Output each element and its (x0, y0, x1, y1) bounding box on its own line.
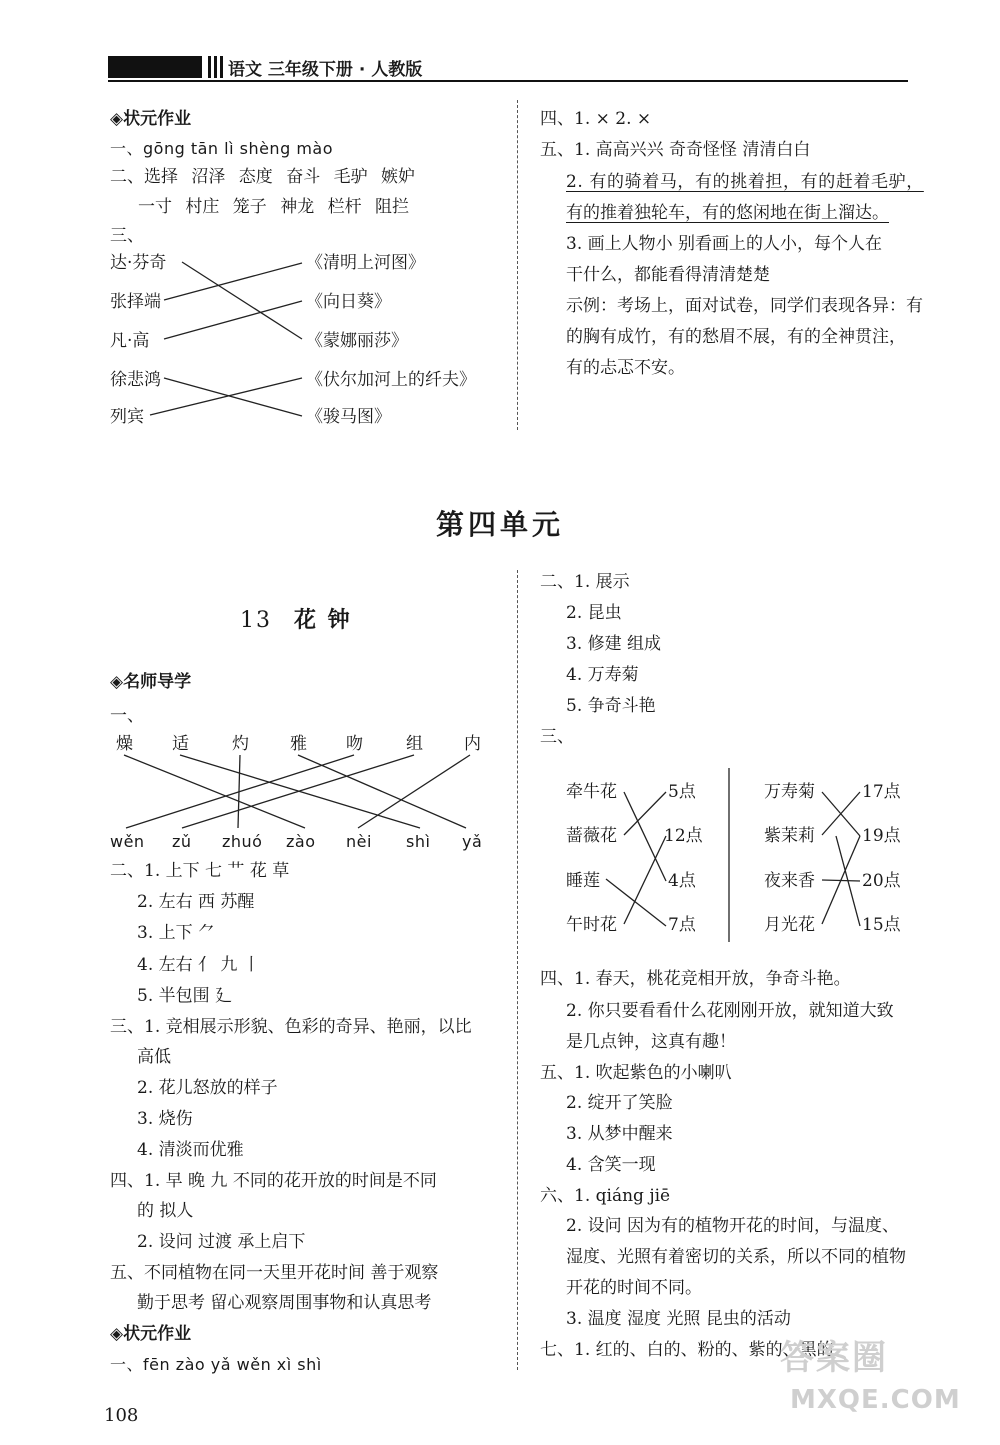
char-item: 雅 (290, 734, 307, 754)
watermark-logo: 答案圈 (780, 1338, 888, 1378)
answer-line: 四、1. 早 晚 九 不同的花开放的时间是不同 (110, 1171, 437, 1191)
answer-line: 二、1. 上下 七 艹 花 草 (110, 861, 290, 881)
painting-item: 《伏尔加河上的纤夫》 (306, 370, 476, 390)
char-item: 吻 (346, 734, 363, 754)
lesson-number: 13 (240, 608, 272, 633)
match-line (624, 792, 666, 881)
answer-line: 一、gōng tān lì shèng mào (110, 139, 333, 158)
answer-line: 二、选择 沼泽 态度 奋斗 毛驴 嫉妒 (110, 167, 416, 187)
answer-line: 五、1. 吹起紫色的小喇叭 (540, 1063, 732, 1083)
answer-line: 开花的时间不同。 (566, 1278, 702, 1298)
answer-line: 3. 从梦中醒来 (566, 1124, 673, 1144)
flower-item: 月光花 (764, 915, 815, 935)
flower-item: 午时花 (566, 915, 617, 935)
char-item: 适 (172, 734, 189, 754)
time-item: 20点 (862, 871, 901, 891)
answer-line: 七、1. 红的、白的、粉的、紫的、黑的 (540, 1340, 834, 1360)
flower-item: 万寿菊 (764, 782, 815, 802)
painter-item: 徐悲鸿 (110, 370, 161, 390)
answer-line: 有的忐忑不安。 (566, 358, 685, 378)
answer-line: 5. 争奇斗艳 (566, 696, 656, 716)
page-number: 108 (104, 1405, 139, 1426)
answer-line: 二、1. 展示 (540, 572, 630, 592)
answer-line: 3. 修建 组成 (566, 634, 662, 654)
time-item: 5点 (668, 782, 696, 802)
answer-line: 的 拟人 (137, 1201, 194, 1221)
watermark-url: MXQE.COM (790, 1385, 961, 1415)
answer-line: 三、1. 竞相展示形貌、色彩的奇异、艳丽，以比 (110, 1017, 472, 1037)
pinyin-item: shì (406, 832, 431, 851)
painter-item: 列宾 (110, 407, 144, 427)
pinyin-item: zǔ (172, 832, 192, 851)
answer-line: 3. 画上人物小 别看画上的人小，每个人在 (566, 234, 883, 254)
answer-line: 3. 烧伤 (137, 1109, 193, 1129)
match-line (164, 301, 302, 339)
char-item: 灼 (232, 734, 249, 754)
answer-line: 2. 设问 因为有的植物开花的时间，与温度、 (566, 1216, 900, 1236)
lesson-name: 花 钟 (294, 607, 352, 633)
painting-item: 《蒙娜丽莎》 (306, 331, 408, 351)
answer-line: 四、1. × 2. × (540, 109, 652, 129)
lesson-title (240, 603, 352, 634)
painting-item: 《骏马图》 (306, 407, 391, 427)
answer-line: 湿度、光照有着密切的关系，所以不同的植物 (566, 1247, 906, 1267)
answer-line: 2. 花儿怒放的样子 (137, 1078, 278, 1098)
pinyin-item: wěn (110, 832, 145, 851)
answer-line: 5. 半包围 廴 (137, 986, 233, 1006)
answer-line: 的胸有成竹，有的愁眉不展，有的全神贯注， (566, 327, 906, 347)
answer-line: 是几点钟，这真有趣！ (566, 1032, 736, 1052)
answer-line: 2. 绽开了笑脸 (566, 1093, 673, 1113)
time-item: 4点 (668, 871, 696, 891)
time-item: 17点 (862, 782, 901, 802)
match-line (624, 792, 666, 835)
flower-item: 牵牛花 (566, 782, 617, 802)
answer-line: 2. 昆虫 (566, 603, 622, 623)
match-line (358, 755, 470, 828)
flower-item: 睡莲 (566, 871, 600, 891)
painting-item: 《向日葵》 (306, 292, 391, 312)
answer-line: 有的推着独轮车，有的悠闲地在街上溜达。 (566, 203, 889, 223)
answer-line: 六、1. qiáng jiē (540, 1186, 671, 1206)
pinyin-item: yǎ (462, 832, 483, 851)
header-title: 语文 三年级下册 · 人教版 (228, 60, 423, 80)
flower-item: 蔷薇花 (566, 826, 617, 846)
answer-line: 4. 万寿菊 (566, 665, 639, 685)
pinyin-item: zhuó (222, 832, 263, 851)
char-item: 燥 (116, 734, 133, 754)
section-heading: ◈状元作业 (110, 109, 192, 129)
unit-title: 第四单元 (435, 508, 564, 541)
answer-line: 2. 设问 过渡 承上启下 (137, 1232, 306, 1252)
answer-line: 3. 上下 ⺈ (137, 923, 216, 943)
painter-item: 达·芬奇 (110, 253, 167, 273)
answer-line: 高低 (137, 1047, 171, 1067)
answer-line: 一、fēn zào yǎ wěn xì shì (110, 1355, 322, 1374)
answer-line: 三、 (110, 226, 144, 246)
time-item: 7点 (668, 915, 696, 935)
pinyin-item: nèi (346, 832, 372, 851)
answer-line: 2. 你只要看看什么花刚刚开放，就知道大致 (566, 1001, 894, 1021)
answer-line: 三、 (540, 727, 574, 747)
answer-line: 3. 温度 湿度 光照 昆虫的活动 (566, 1309, 791, 1329)
painter-item: 张择端 (110, 292, 161, 312)
match-line (624, 836, 666, 924)
flower-item: 紫茉莉 (764, 826, 815, 846)
answer-line: 五、不同植物在同一天里开花时间 善于观察 (110, 1263, 439, 1283)
pinyin-item: zào (286, 832, 316, 851)
answer-line: 4. 左右 亻 九 丨 (137, 955, 260, 975)
answer-line: 示例：考场上，面对试卷，同学们表现各异：有 (566, 296, 923, 316)
painting-item: 《清明上河图》 (306, 253, 425, 273)
answer-line: 4. 含笑一现 (566, 1155, 656, 1175)
answer-line: 一寸 村庄 笼子 神龙 栏杆 阻拦 (138, 197, 410, 217)
char-item: 组 (406, 734, 423, 754)
answer-line: 干什么，都能看得清清楚楚 (566, 265, 770, 285)
answer-line: 四、1. 春天，桃花竞相开放，争奇斗艳。 (540, 969, 851, 989)
time-item: 15点 (862, 915, 901, 935)
answer-line: 五、1. 高高兴兴 奇奇怪怪 清清白白 (540, 140, 811, 160)
flower-item: 夜来香 (764, 871, 815, 891)
char-item: 内 (464, 734, 481, 754)
section-heading: ◈名师导学 (110, 672, 192, 692)
section-heading: ◈状元作业 (110, 1324, 192, 1344)
answer-line: 2. 有的骑着马，有的挑着担，有的赶着毛驴， (566, 172, 924, 192)
answer-line: 勤于思考 留心观察周围事物和认真思考 (137, 1293, 432, 1313)
answer-line: 2. 左右 西 苏醒 (137, 892, 255, 912)
answer-line: 4. 清淡而优雅 (137, 1140, 244, 1160)
time-item: 19点 (862, 826, 901, 846)
match-line (182, 262, 302, 339)
time-item: 12点 (664, 826, 703, 846)
painter-item: 凡·高 (110, 331, 150, 351)
answer-line: 一、 (110, 706, 144, 726)
